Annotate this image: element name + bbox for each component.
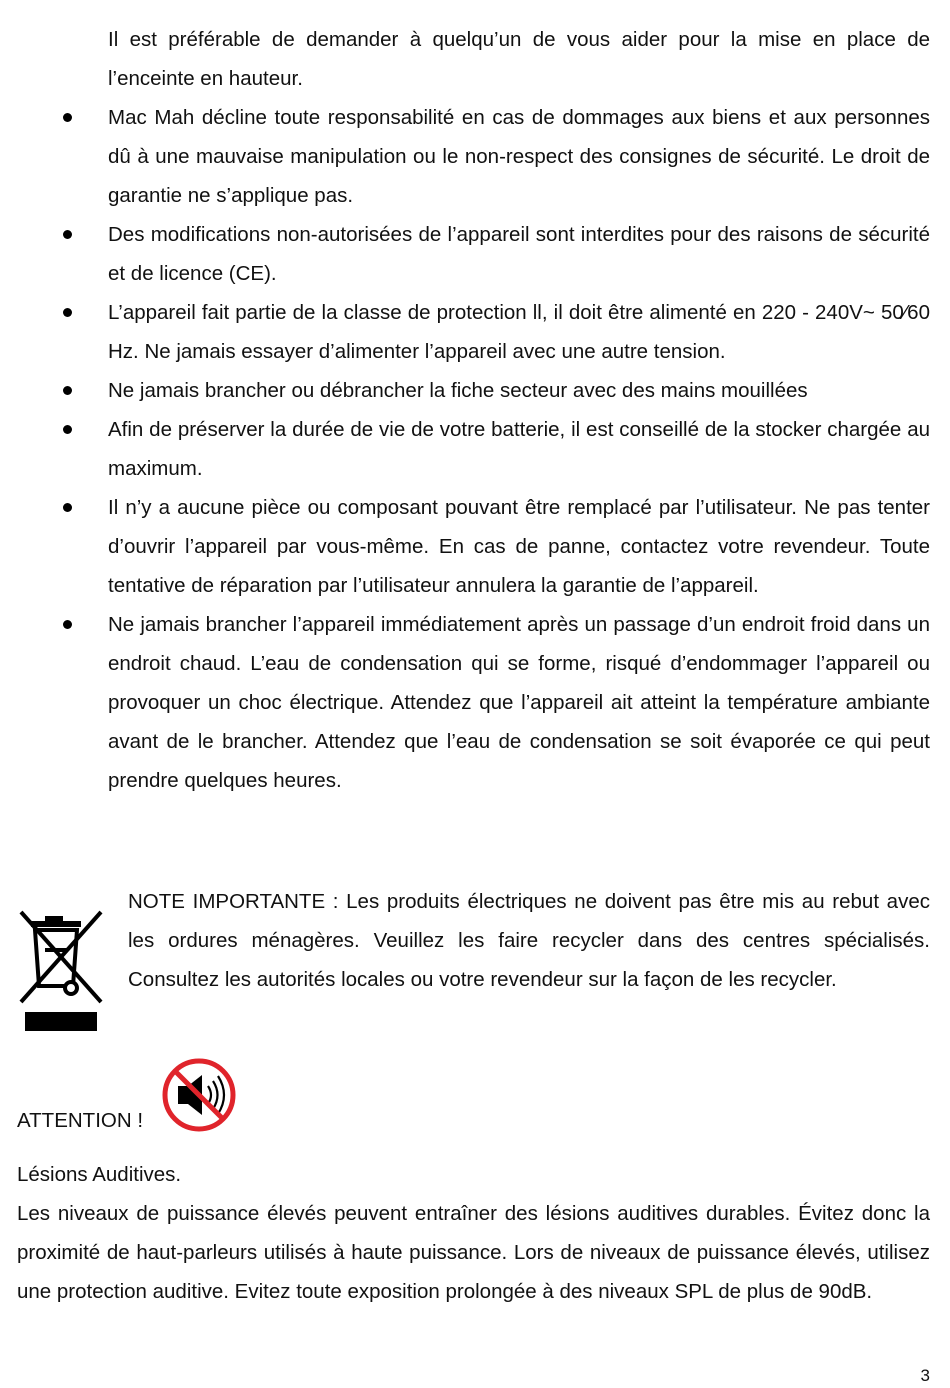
bullet-item (0, 98, 950, 215)
hearing-body: Les niveaux de puissance élevés peuvent entraîner des lésions auditives durables. Évitez donc la proximité de haut-parleurs utilisés à haute puissance. Lors de niveaux de puissance élevés, utilisez une protection auditive. Evitez toute exposition prolongée à des niveaux SPL de plus de 90dB. (17, 1202, 930, 1303)
crossed-out-wheelie-bin-icon (17, 908, 105, 1012)
hearing-warning (17, 1155, 930, 1311)
bullet-text: L’appareil fait partie de la classe de protection ll, il doit être alimenté en 220 - 240V~ 50⁄60 Hz. Ne jamais essayer d’alimenter l’appareil avec une autre tension. (108, 301, 930, 363)
bullet-text: Ne jamais brancher ou débrancher la fiche secteur avec des mains mouillées (108, 379, 808, 402)
bullet-text: Il n’y a aucune pièce ou composant pouvant être remplacé par l’utilisateur. Ne pas tenter d’ouvrir l’appareil par vous-même. En cas de panne, contactez votre revendeur. Toute tentative de réparation par l’utilisateur annulera la garantie de l’appareil. (108, 496, 930, 597)
bullet-dot (63, 230, 72, 239)
bullet-dot (63, 386, 72, 395)
bullet-item (0, 410, 950, 488)
weee-text: NOTE IMPORTANTE : Les produits électriques ne doivent pas être mis au rebut avec les ordures ménagères. Veuillez les faire recycler dans des centres spécialisés. Consultez les autorités locales ou votre revendeur sur la façon de les recycler. (128, 890, 930, 991)
bullet-item (0, 605, 950, 800)
safety-bullet-list (0, 98, 950, 800)
intro-paragraph: Il est préférable de demander à quelqu’un de vous aider pour la mise en place de l’enceinte en hauteur. (108, 28, 930, 90)
bullet-text: Afin de préserver la durée de vie de votre batterie, il est conseillé de la stocker chargée au maximum. (108, 418, 930, 480)
page-number: 3 (920, 1366, 930, 1385)
bullet-item (0, 215, 950, 293)
bullet-item (0, 488, 950, 605)
bullet-item (0, 371, 950, 410)
bullet-dot (63, 113, 72, 122)
no-loud-sound-icon (160, 1056, 238, 1134)
bullet-item (0, 293, 950, 371)
bullet-text: Des modifications non-autorisées de l’appareil sont interdites pour des raisons de sécurité et de licence (CE). (108, 223, 930, 285)
bullet-text: Ne jamais brancher l’appareil immédiatement après un passage d’un endroit froid dans un endroit chaud. L’eau de condensation qui se forme, risqué d’endommager l’appareil ou provoquer un choc électrique. Attendez que l’appareil ait atteint la température ambiante avant de le brancher. Attendez que l’eau de condensation se soit évaporée ce qui peut prendre quelques heures. (108, 613, 930, 792)
bullet-text: Mac Mah décline toute responsabilité en cas de dommages aux biens et aux personnes dû à une mauvaise manipulation ou le non-respect des consignes de sécurité. Le droit de garantie ne s’applique pas. (108, 106, 930, 207)
weee-notice (0, 880, 950, 1040)
attention-row (0, 1050, 950, 1140)
attention-label: ATTENTION ! (17, 1109, 144, 1132)
bullet-dot (63, 503, 72, 512)
weee-black-bar (25, 1012, 97, 1031)
bullet-dot (63, 308, 72, 317)
hearing-title: Lésions Auditives. (17, 1163, 182, 1186)
bullet-dot (63, 425, 72, 434)
bullet-dot (63, 620, 72, 629)
